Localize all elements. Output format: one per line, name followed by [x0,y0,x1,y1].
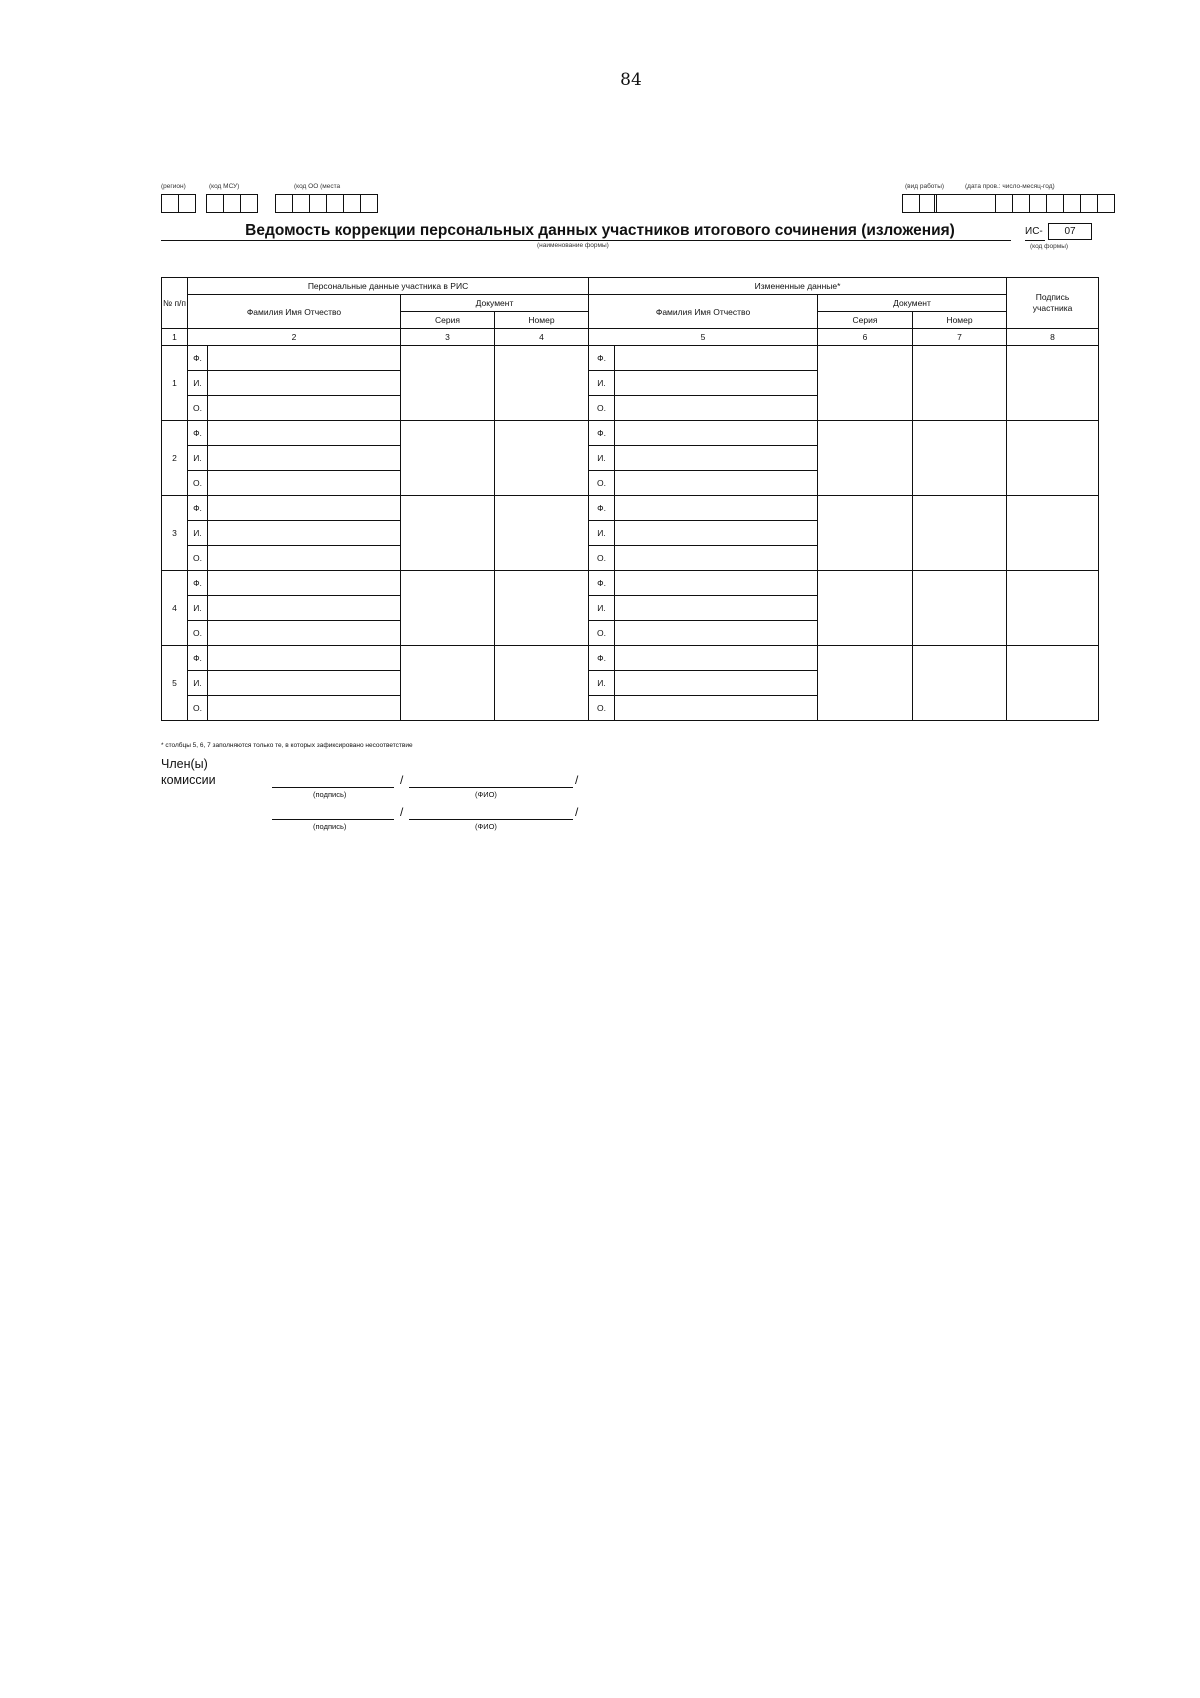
patronymic-field-changed[interactable] [615,396,818,421]
number-header-changed: Номер [913,312,1007,329]
page-number: 84 [620,70,642,90]
row-number: 1 [162,346,188,421]
fio-header-changed: Фамилия Имя Отчество [589,295,818,329]
name-label: И. [589,521,615,546]
name-field-changed[interactable] [615,671,818,696]
series-header-original: Серия [401,312,495,329]
document-header-changed: Документ [818,295,1007,312]
column-number: 2 [188,329,401,346]
name-label: И. [589,671,615,696]
patronymic-field-original[interactable] [208,471,401,496]
member-fio-line[interactable] [409,819,573,820]
name-label: И. [589,596,615,621]
form-title: Ведомость коррекции персональных данных участников итогового сочинения (изложения) [245,222,955,239]
column-number: 4 [495,329,589,346]
footnote: * столбцы 5, 6, 7 заполняются только те, в которых зафиксировано несоответствие [161,742,413,749]
title-underline [161,240,1011,241]
form-code-caption: (код формы) [1030,243,1069,250]
work-type-caption: (вид работы) [905,183,945,190]
members-label-line1: Член(ы) [161,757,208,771]
separator-slash: / [400,773,404,787]
surname-field-changed[interactable] [615,496,818,521]
name-label: И. [589,371,615,396]
name-label: И. [188,521,208,546]
row-number: 2 [162,421,188,496]
number-field-original[interactable] [495,646,589,721]
series-field-changed[interactable] [818,421,913,496]
column-number: 3 [401,329,495,346]
name-field-changed[interactable] [615,446,818,471]
members-label-line2: комиссии [161,773,216,787]
surname-label: Ф. [188,496,208,521]
number-field-original[interactable] [495,496,589,571]
work-type-boxes[interactable] [902,194,936,213]
column-number: 6 [818,329,913,346]
name-field-changed[interactable] [615,371,818,396]
surname-field-original[interactable] [208,496,401,521]
patronymic-label: О. [188,621,208,646]
form-code-box: 07 [1048,223,1092,240]
row-number: 3 [162,496,188,571]
participant-signature-field[interactable] [1007,421,1099,496]
series-field-original[interactable] [401,646,495,721]
participant-signature-field[interactable] [1007,571,1099,646]
separator-slash: / [575,805,579,819]
msu-code-boxes[interactable] [206,194,257,213]
patronymic-field-original[interactable] [208,396,401,421]
document-header-original: Документ [401,295,589,312]
oo-code-caption: (код ОО (места [294,183,341,190]
date-caption: (дата пров.: число-месяц-год) [965,183,1055,190]
group-original-header: Персональные данные участника в РИС [188,278,589,295]
member-signature-line[interactable] [272,787,394,788]
name-label: И. [589,446,615,471]
region-caption: (регион) [161,183,186,190]
name-field-original[interactable] [208,446,401,471]
surname-label: Ф. [188,646,208,671]
surname-field-original[interactable] [208,421,401,446]
number-field-changed[interactable] [913,496,1007,571]
signature-header: Подпись участника [1007,278,1099,329]
group-changed-header: Измененные данные* [589,278,1007,295]
member-signature-line[interactable] [272,819,394,820]
name-field-original[interactable] [208,521,401,546]
number-field-original[interactable] [495,421,589,496]
fio-caption: (ФИО) [475,822,497,831]
region-code-boxes[interactable] [161,194,195,213]
title-caption: (наименование формы) [537,242,609,249]
series-field-original[interactable] [401,571,495,646]
patronymic-label: О. [188,546,208,571]
series-field-changed[interactable] [818,346,913,421]
patronymic-field-changed[interactable] [615,546,818,571]
fio-header-original: Фамилия Имя Отчество [188,295,401,329]
patronymic-label: О. [589,396,615,421]
name-field-original[interactable] [208,371,401,396]
member-fio-line[interactable] [409,787,573,788]
fio-caption: (ФИО) [475,790,497,799]
patronymic-field-changed[interactable] [615,696,818,721]
patronymic-field-changed[interactable] [615,621,818,646]
separator-slash: / [400,805,404,819]
series-field-changed[interactable] [818,571,913,646]
surname-field-changed[interactable] [615,421,818,446]
number-header-original: Номер [495,312,589,329]
name-field-original[interactable] [208,596,401,621]
series-field-changed[interactable] [818,646,913,721]
name-label: И. [188,371,208,396]
name-label: И. [188,671,208,696]
surname-field-original[interactable] [208,346,401,371]
oo-code-boxes[interactable] [275,194,377,213]
surname-label: Ф. [188,571,208,596]
date-boxes[interactable] [934,194,1114,213]
surname-label: Ф. [188,421,208,446]
row-number: 4 [162,571,188,646]
surname-label: Ф. [589,571,615,596]
number-field-changed[interactable] [913,571,1007,646]
name-label: И. [188,596,208,621]
surname-label: Ф. [589,346,615,371]
surname-label: Ф. [589,421,615,446]
number-field-changed[interactable] [913,421,1007,496]
series-header-changed: Серия [818,312,913,329]
participant-signature-field[interactable] [1007,346,1099,421]
form-code-underline [1025,240,1045,241]
row-number: 5 [162,646,188,721]
column-number: 1 [162,329,188,346]
patronymic-label: О. [589,696,615,721]
name-label: И. [188,446,208,471]
patronymic-label: О. [589,621,615,646]
participant-signature-field[interactable] [1007,646,1099,721]
separator-slash: / [575,773,579,787]
series-field-original[interactable] [401,346,495,421]
signature-caption: (подпись) [313,790,347,799]
column-number: 8 [1007,329,1099,346]
number-field-original[interactable] [495,346,589,421]
series-field-changed[interactable] [818,496,913,571]
col-num-header: № п/п [162,278,188,329]
number-field-original[interactable] [495,571,589,646]
patronymic-field-original[interactable] [208,621,401,646]
form-code-prefix: ИС- [1025,226,1043,237]
name-field-changed[interactable] [615,596,818,621]
surname-label: Ф. [589,646,615,671]
correction-table [161,277,1099,721]
series-field-original[interactable] [401,421,495,496]
surname-field-changed[interactable] [615,346,818,371]
column-number: 5 [589,329,818,346]
column-number: 7 [913,329,1007,346]
name-field-changed[interactable] [615,521,818,546]
msu-code-caption: (код МСУ) [209,183,240,190]
patronymic-label: О. [188,396,208,421]
surname-label: Ф. [589,496,615,521]
series-field-original[interactable] [401,496,495,571]
surname-field-changed[interactable] [615,646,818,671]
surname-field-original[interactable] [208,571,401,596]
patronymic-label: О. [188,696,208,721]
name-field-original[interactable] [208,671,401,696]
patronymic-label: О. [188,471,208,496]
number-field-changed[interactable] [913,646,1007,721]
patronymic-field-original[interactable] [208,546,401,571]
patronymic-field-changed[interactable] [615,471,818,496]
patronymic-label: О. [589,546,615,571]
patronymic-label: О. [589,471,615,496]
surname-label: Ф. [188,346,208,371]
surname-field-original[interactable] [208,646,401,671]
participant-signature-field[interactable] [1007,496,1099,571]
signature-caption: (подпись) [313,822,347,831]
patronymic-field-original[interactable] [208,696,401,721]
surname-field-changed[interactable] [615,571,818,596]
number-field-changed[interactable] [913,346,1007,421]
